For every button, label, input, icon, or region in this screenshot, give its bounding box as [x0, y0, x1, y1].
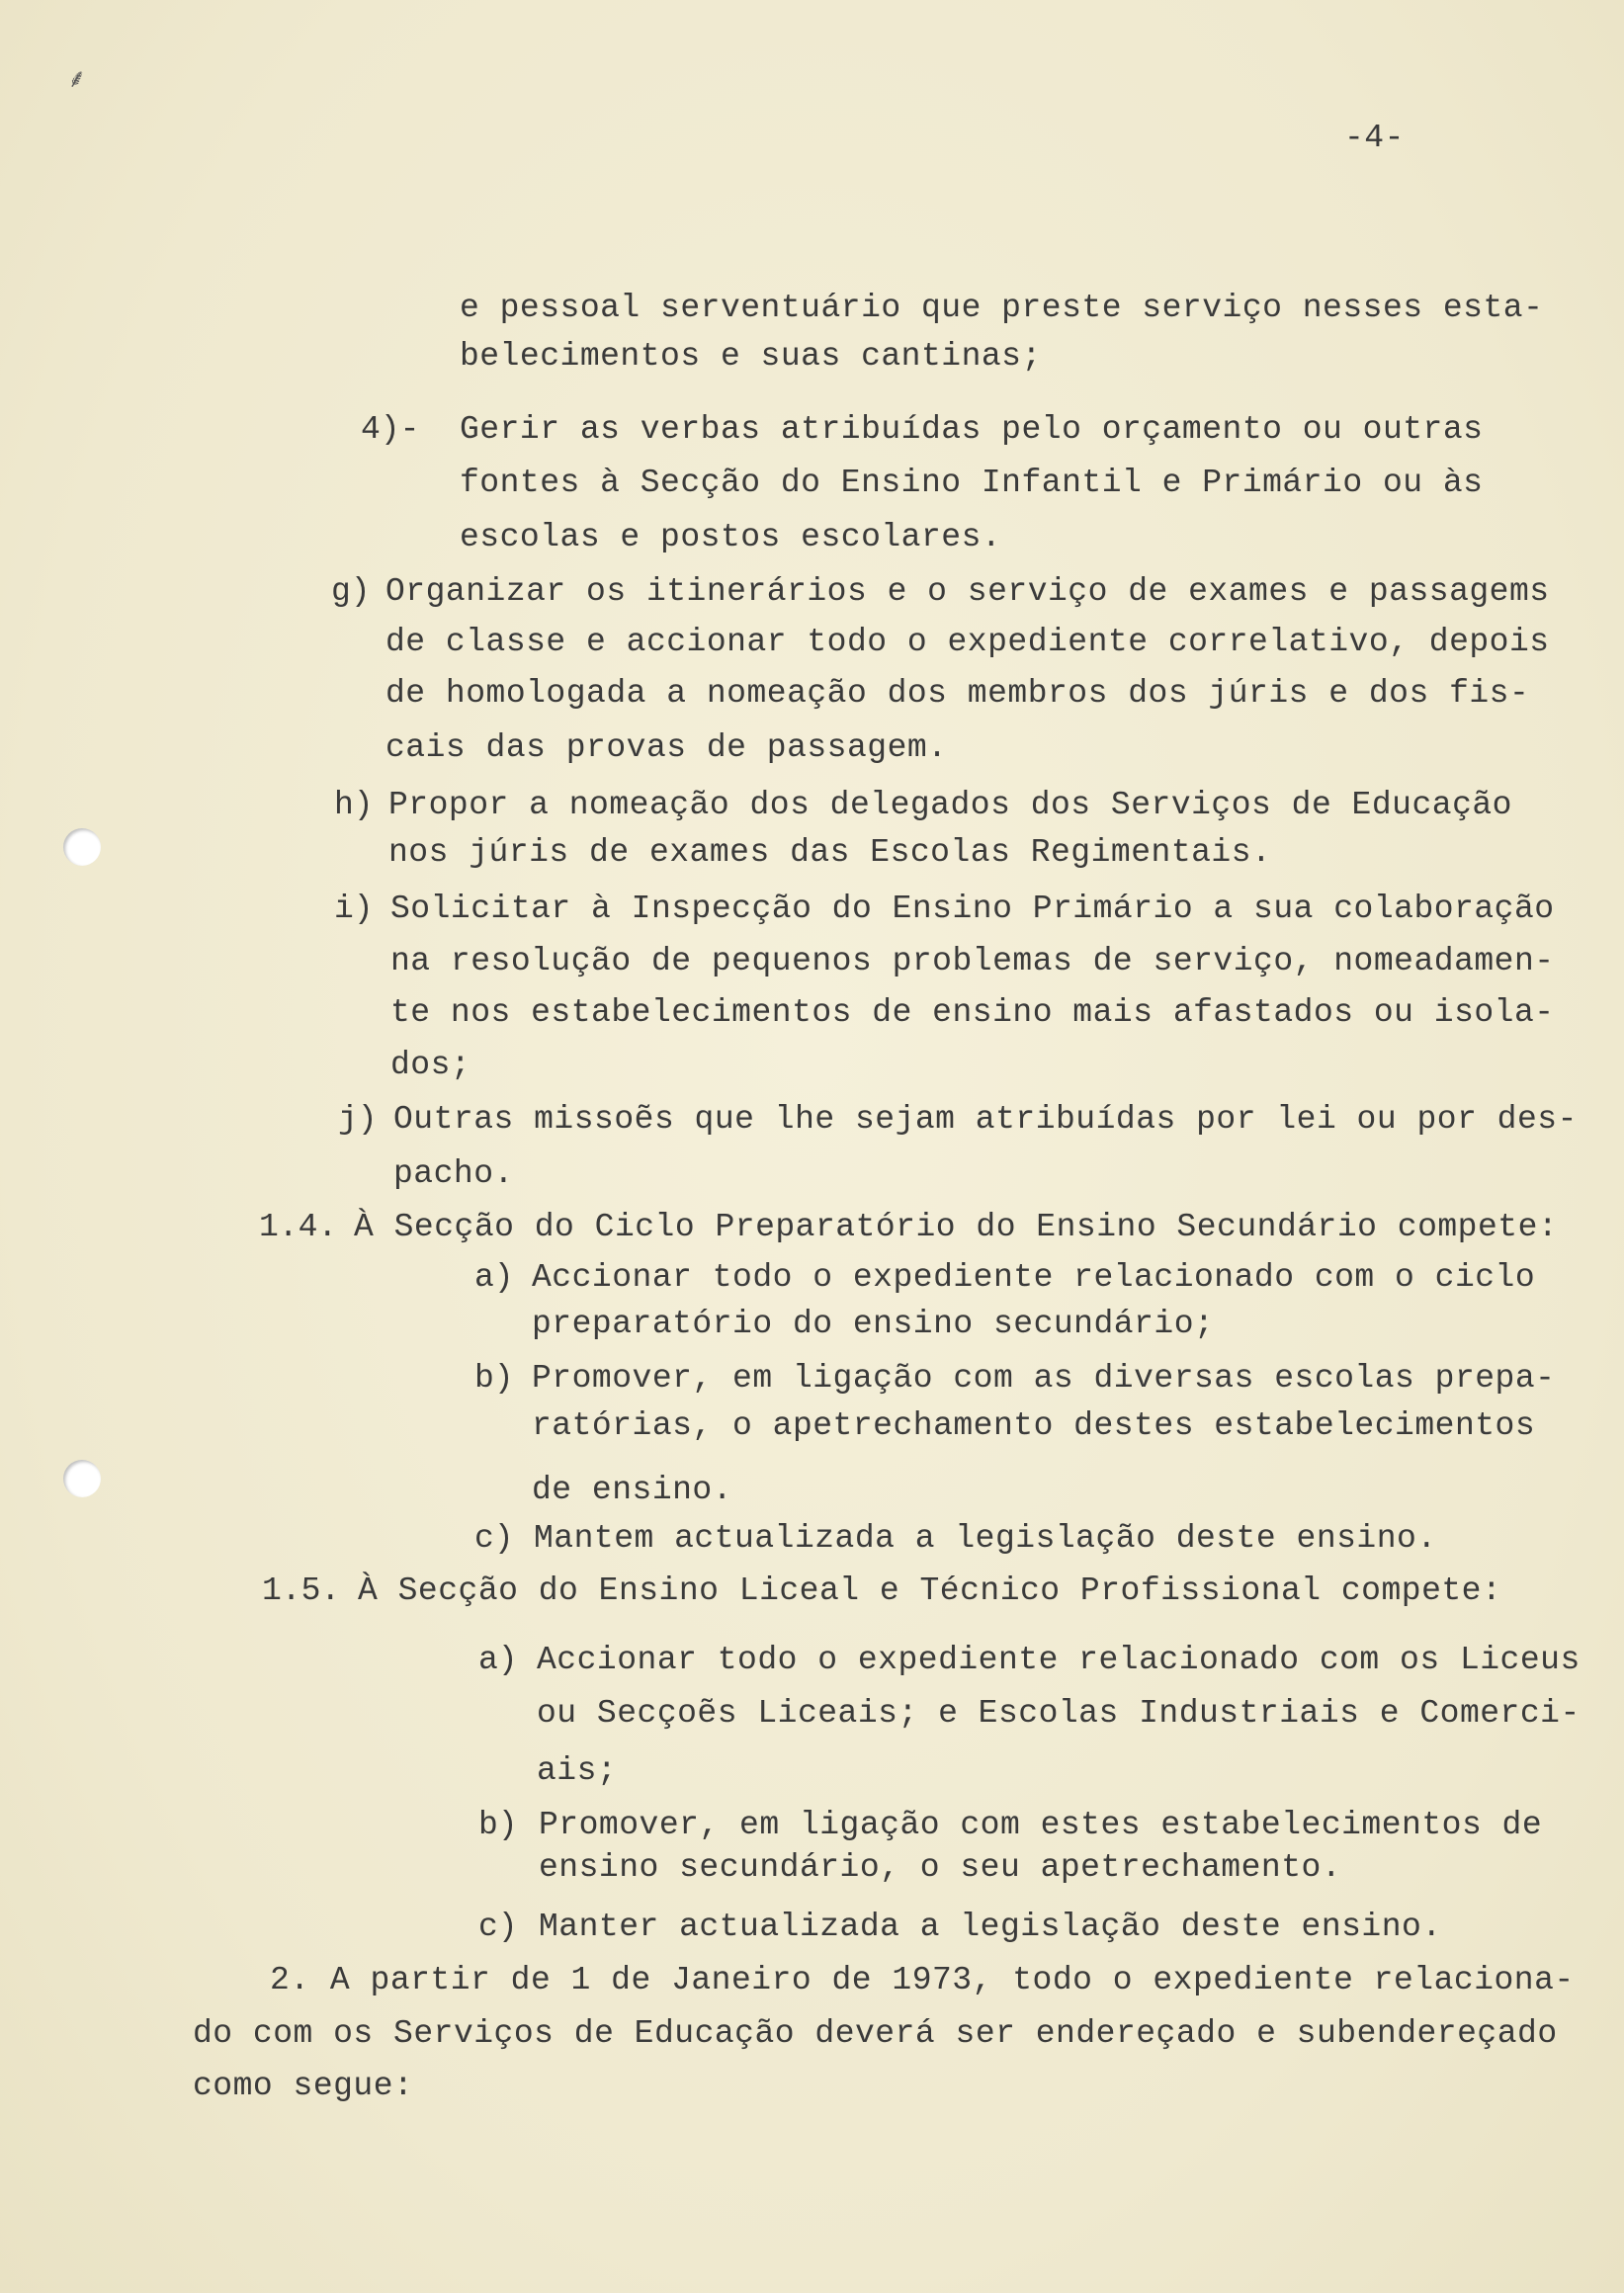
text-line: ratórias, o apetrechamento destes estabelecimentos	[532, 1407, 1536, 1444]
item-label: i)	[334, 891, 374, 927]
item-label: a)	[478, 1642, 518, 1678]
text-line: Accionar todo o expediente relacionado com o ciclo	[532, 1259, 1536, 1296]
corner-mark: ⸙	[67, 65, 87, 95]
item-label: b)	[478, 1807, 518, 1843]
text-line: preparatório do ensino secundário;	[532, 1306, 1215, 1342]
item-label: 4)-	[361, 411, 420, 448]
section-heading: À Secção do Ensino Liceal e Técnico Profissional compete:	[358, 1572, 1502, 1609]
punch-hole	[63, 1460, 101, 1497]
text-line: Promover, em ligação com estes estabelecimentos de	[539, 1807, 1543, 1843]
text-line: Manter actualizada a legislação deste ensino.	[539, 1909, 1442, 1945]
text-line: de classe e accionar todo o expediente correlativo, depois	[385, 624, 1550, 660]
text-line: na resolução de pequenos problemas de serviço, nomeadamen-	[390, 943, 1555, 979]
item-label: c)	[478, 1909, 518, 1945]
item-label: j)	[338, 1101, 378, 1138]
section-heading: À Secção do Ciclo Preparatório do Ensino Secundário compete:	[354, 1209, 1559, 1245]
item-label: b)	[474, 1360, 514, 1397]
item-label: h)	[334, 787, 374, 823]
item-label: a)	[474, 1259, 514, 1296]
text-line: pacho.	[393, 1155, 514, 1192]
section-number: 1.4.	[259, 1209, 338, 1245]
text-line: dos;	[390, 1047, 471, 1083]
text-line: ensino secundário, o seu apetrechamento.	[539, 1849, 1342, 1886]
text-line: Propor a nomeação dos delegados dos Serviços de Educação	[388, 787, 1512, 823]
text-line: Organizar os itinerários e o serviço de exames e passagems	[385, 573, 1550, 610]
text-line: belecimentos e suas cantinas;	[460, 338, 1042, 375]
text-line: Outras missoẽs que lhe sejam atribuídas por lei ou por des-	[393, 1101, 1578, 1138]
text-line: do com os Serviços de Educação deverá ser endereçado e subendereçado	[193, 2015, 1558, 2052]
text-line: como segue:	[193, 2068, 414, 2104]
text-line: de ensino.	[532, 1472, 733, 1508]
text-line: e pessoal serventuário que preste serviço nesses esta-	[460, 290, 1544, 326]
text-line: cais das provas de passagem.	[385, 729, 948, 766]
item-label: g)	[331, 573, 371, 610]
text-line: ais;	[537, 1752, 618, 1789]
text-line: fontes à Secção do Ensino Infantil e Primário ou às	[460, 465, 1484, 501]
text-line: Gerir as verbas atribuídas pelo orçamento ou outras	[460, 411, 1484, 448]
text-line: de homologada a nomeação dos membros dos júris e dos fis-	[385, 675, 1530, 712]
text-line: escolas e postos escolares.	[460, 519, 1002, 555]
text-line: Promover, em ligação com as diversas escolas prepa-	[532, 1360, 1556, 1397]
text-line: 2. A partir de 1 de Janeiro de 1973, todo o expediente relaciona-	[270, 1962, 1575, 1998]
section-number: 1.5.	[262, 1572, 341, 1609]
text-line: nos júris de exames das Escolas Regimentais.	[388, 834, 1272, 871]
text-line: te nos estabelecimentos de ensino mais afastados ou isola-	[390, 994, 1555, 1031]
page-number: -4-	[1344, 120, 1405, 156]
text-line: Solicitar à Inspecção do Ensino Primário a sua colaboração	[390, 891, 1555, 927]
punch-hole	[63, 828, 101, 866]
text-line: Accionar todo o expediente relacionado com os Liceus	[537, 1642, 1581, 1678]
text-line: Mantem actualizada a legislação deste ensino.	[534, 1520, 1437, 1557]
item-label: c)	[474, 1520, 514, 1557]
text-line: ou Secçoẽs Liceais; e Escolas Industriais e Comerci-	[537, 1695, 1581, 1732]
